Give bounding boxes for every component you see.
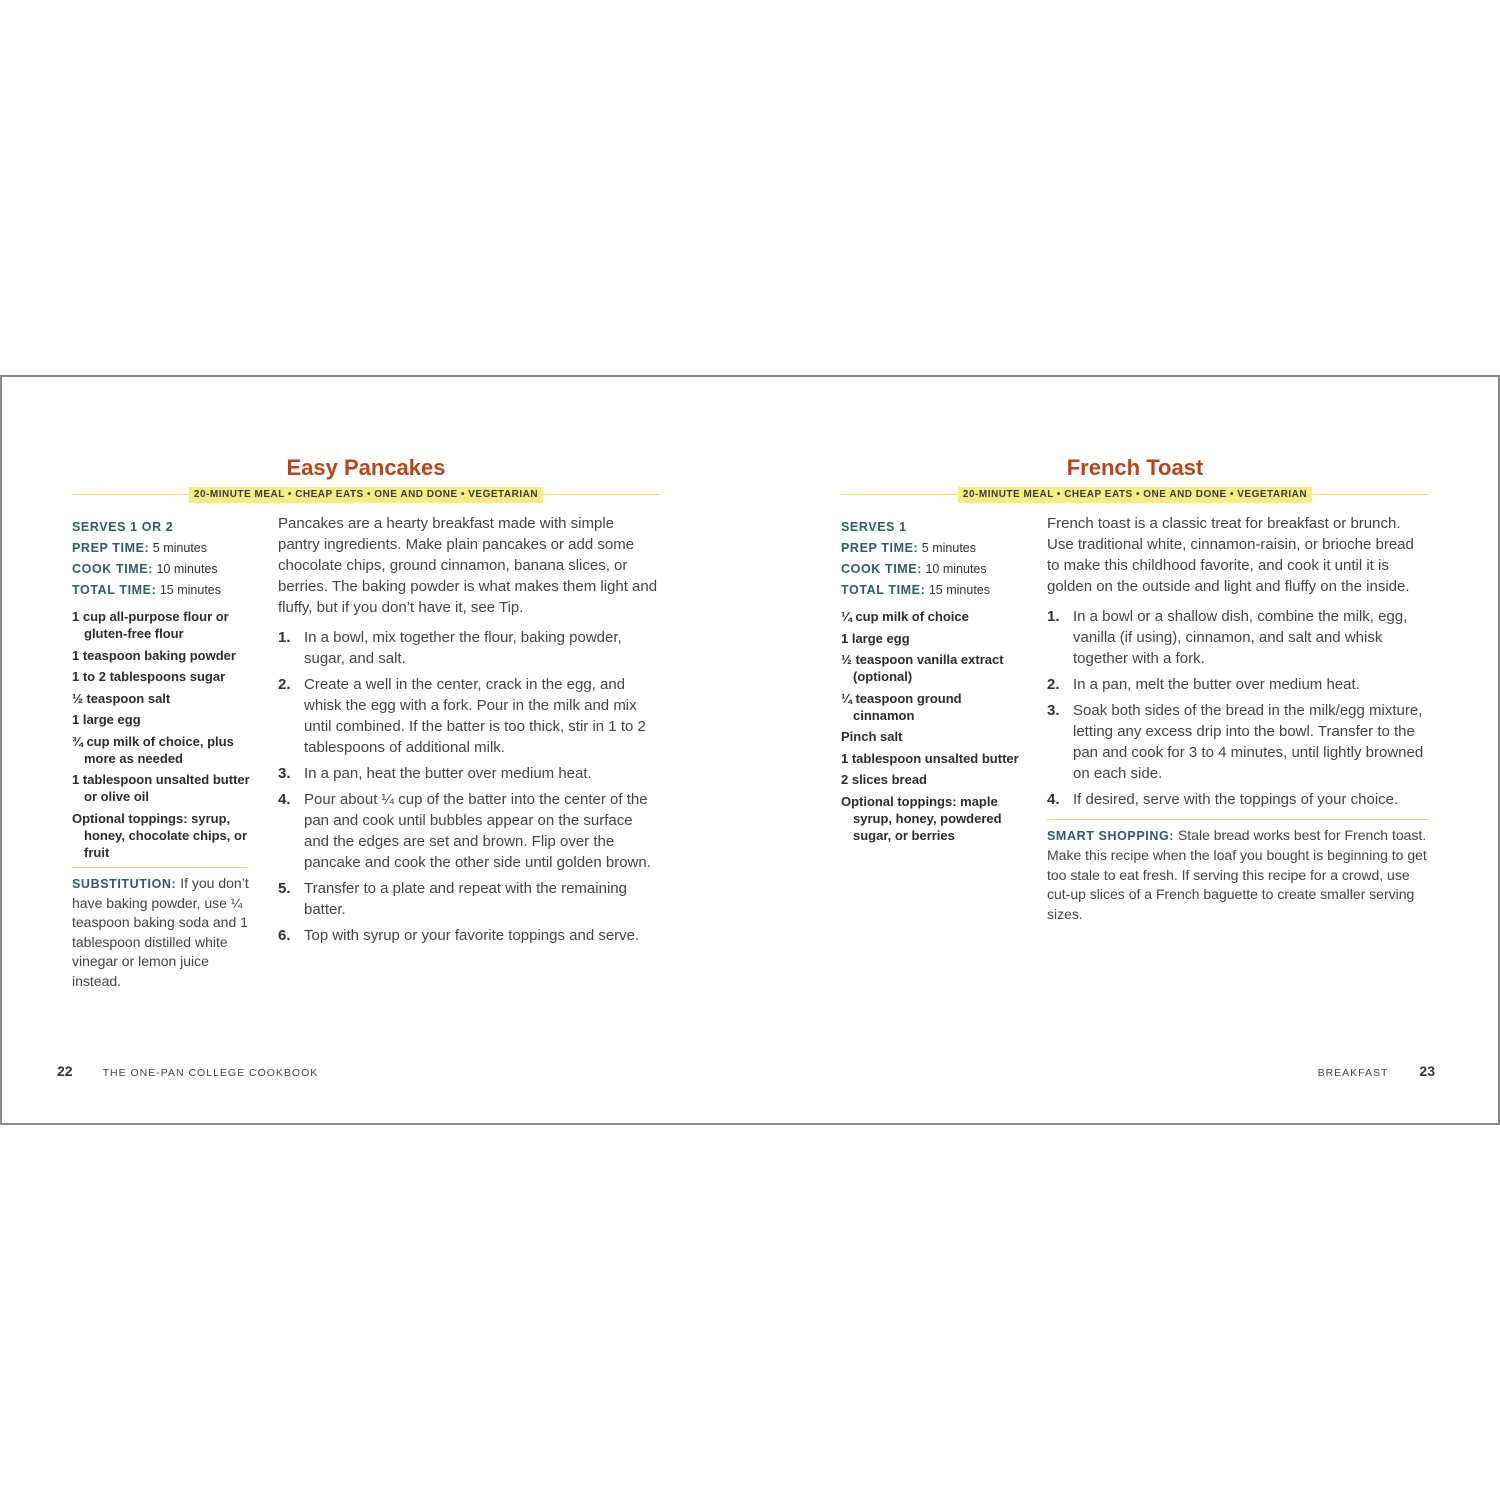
substitution-note: SUBSTITUTION: If you don’t have baking powder, use ¼ teaspoon baking soda and 1 tablespoon distilled white vinegar or lemon juice instead.: [72, 874, 249, 989]
tag-label: 20-MINUTE MEAL • CHEAP EATS • ONE AND DONE • VEGETARIAN: [958, 487, 1312, 503]
recipe-body: [278, 513, 658, 951]
ingredient: 1 cup all-purpose flour or gluten-free flour: [72, 609, 229, 641]
ingredient: 1 tablespoon unsalted butter or olive oil: [72, 772, 250, 804]
step: 3. Soak both sides of the bread in the milk/egg mixture, letting any excess drip into the bowl. Transfer to the pan and cook for 3 to 4 minutes, until lightly browned on each side.: [1047, 702, 1424, 782]
step: 2. In a pan, melt the butter over medium heat.: [1047, 676, 1360, 693]
ingredient: 1 tablespoon unsalted butter: [841, 750, 1019, 766]
recipe-title: Easy Pancakes: [286, 455, 446, 480]
recipe-intro: French toast is a classic treat for breakfast or brunch. Use traditional white, cinnamon-raisin, or brioche bread to make this childhood favorite, and cook it until it is golden on the outside and light and fluffy on the inside.: [1047, 515, 1414, 595]
prep-time: PREP TIME: 5 minutes: [841, 541, 976, 555]
recipe-sidebar: [72, 517, 252, 991]
ingredient: 1 large egg: [72, 712, 141, 727]
step: 3. In a pan, heat the butter over medium heat.: [278, 765, 592, 782]
running-head: BREAKFAST: [1317, 1067, 1389, 1079]
ingredient: ½ teaspoon vanilla extract (optional): [841, 652, 1004, 684]
page-number: 22: [57, 1063, 73, 1079]
running-head: THE ONE-PAN COLLEGE COOKBOOK: [102, 1067, 319, 1079]
recipe-meta: [72, 517, 252, 601]
ingredient: ¼ teaspoon ground cinnamon: [841, 690, 962, 723]
right-folio: [1318, 1063, 1435, 1079]
smart-shopping-tip: SMART SHOPPING: Stale bread works best for French toast. Make this recipe when the loaf you bought is beginning to get too stale to eat fresh. If serving this recipe for a crowd, use cut-up slices of a French baguette to create smaller serving sizes.: [1047, 827, 1427, 922]
step: 6. Top with syrup or your favorite toppings and serve.: [278, 927, 640, 944]
step: 2. Create a well in the center, crack in the egg, and whisk the egg with a fork. Pour in the milk and mix until combined. If the batter is too thick, stir in 1 to 2 tablespoons of additional milk.: [278, 676, 646, 756]
step: 4. Pour about ¼ cup of the batter into the center of the pan and cook until bubbles appear on the surface and the edges are set and brown. Flip over the pancake and cook the other side until golden brown.: [278, 791, 651, 871]
ingredient: 1 to 2 tablespoons sugar: [72, 669, 226, 684]
total-time: TOTAL TIME: 15 minutes: [72, 583, 222, 597]
recipe-title: French Toast: [1066, 455, 1204, 480]
step: 1. In a bowl or a shallow dish, combine the milk, egg, vanilla (if using), cinnamon, and salt and whisk together with a fork.: [1047, 608, 1408, 667]
serves: SERVES 1: [841, 520, 907, 534]
divider: [72, 867, 248, 868]
cook-time: COOK TIME: 10 minutes: [72, 562, 218, 576]
recipe-meta: [841, 517, 1021, 601]
book-spread: [0, 375, 1500, 1125]
ingredient: ¾ cup milk of choice, plus more as needed: [72, 733, 234, 766]
cook-time: COOK TIME: 10 minutes: [841, 562, 987, 576]
right-page: [841, 377, 1429, 1123]
ingredient: 1 large egg: [841, 630, 910, 646]
divider: [1047, 819, 1429, 820]
step: 4. If desired, serve with the toppings of your choice.: [1047, 791, 1399, 808]
ingredient: ¼ cup milk of choice: [841, 609, 969, 624]
ingredient: 2 slices bread: [841, 772, 927, 787]
recipe-intro: Pancakes are a hearty breakfast made with simple pantry ingredients. Make plain pancakes or add some chocolate chips, ground cinnamon, banana slices, or berries. The baking powder is what makes them light and fluffy, but if you don’t have it, see Tip.: [278, 515, 658, 616]
recipe-body: [1047, 513, 1427, 924]
ingredient: Optional toppings: syrup, honey, chocolate chips, or fruit: [72, 810, 248, 860]
page-number: 23: [1419, 1063, 1435, 1079]
step: 1. In a bowl, mix together the flour, baking powder, sugar, and salt.: [278, 629, 622, 667]
serves: SERVES 1 OR 2: [72, 520, 174, 534]
left-folio: [57, 1063, 318, 1079]
ingredient: Pinch salt: [841, 729, 903, 744]
recipe-tags: [72, 487, 660, 503]
total-time: TOTAL TIME: 15 minutes: [841, 583, 991, 597]
ingredient-list: [841, 608, 1021, 844]
recipe-tags: [841, 487, 1429, 503]
ingredient-list: [72, 608, 252, 861]
step: 5. Transfer to a plate and repeat with the remaining batter.: [278, 880, 627, 918]
tag-label: 20-MINUTE MEAL • CHEAP EATS • ONE AND DONE • VEGETARIAN: [189, 487, 543, 503]
recipe-sidebar: [841, 517, 1021, 848]
step-list: [278, 627, 658, 946]
prep-time: PREP TIME: 5 minutes: [72, 541, 207, 555]
ingredient: 1 teaspoon baking powder: [72, 647, 236, 663]
left-page: [72, 377, 660, 1123]
ingredient: Optional toppings: maple syrup, honey, powdered sugar, or berries: [841, 793, 1002, 843]
ingredient: ½ teaspoon salt: [72, 690, 171, 706]
step-list: [1047, 606, 1427, 810]
